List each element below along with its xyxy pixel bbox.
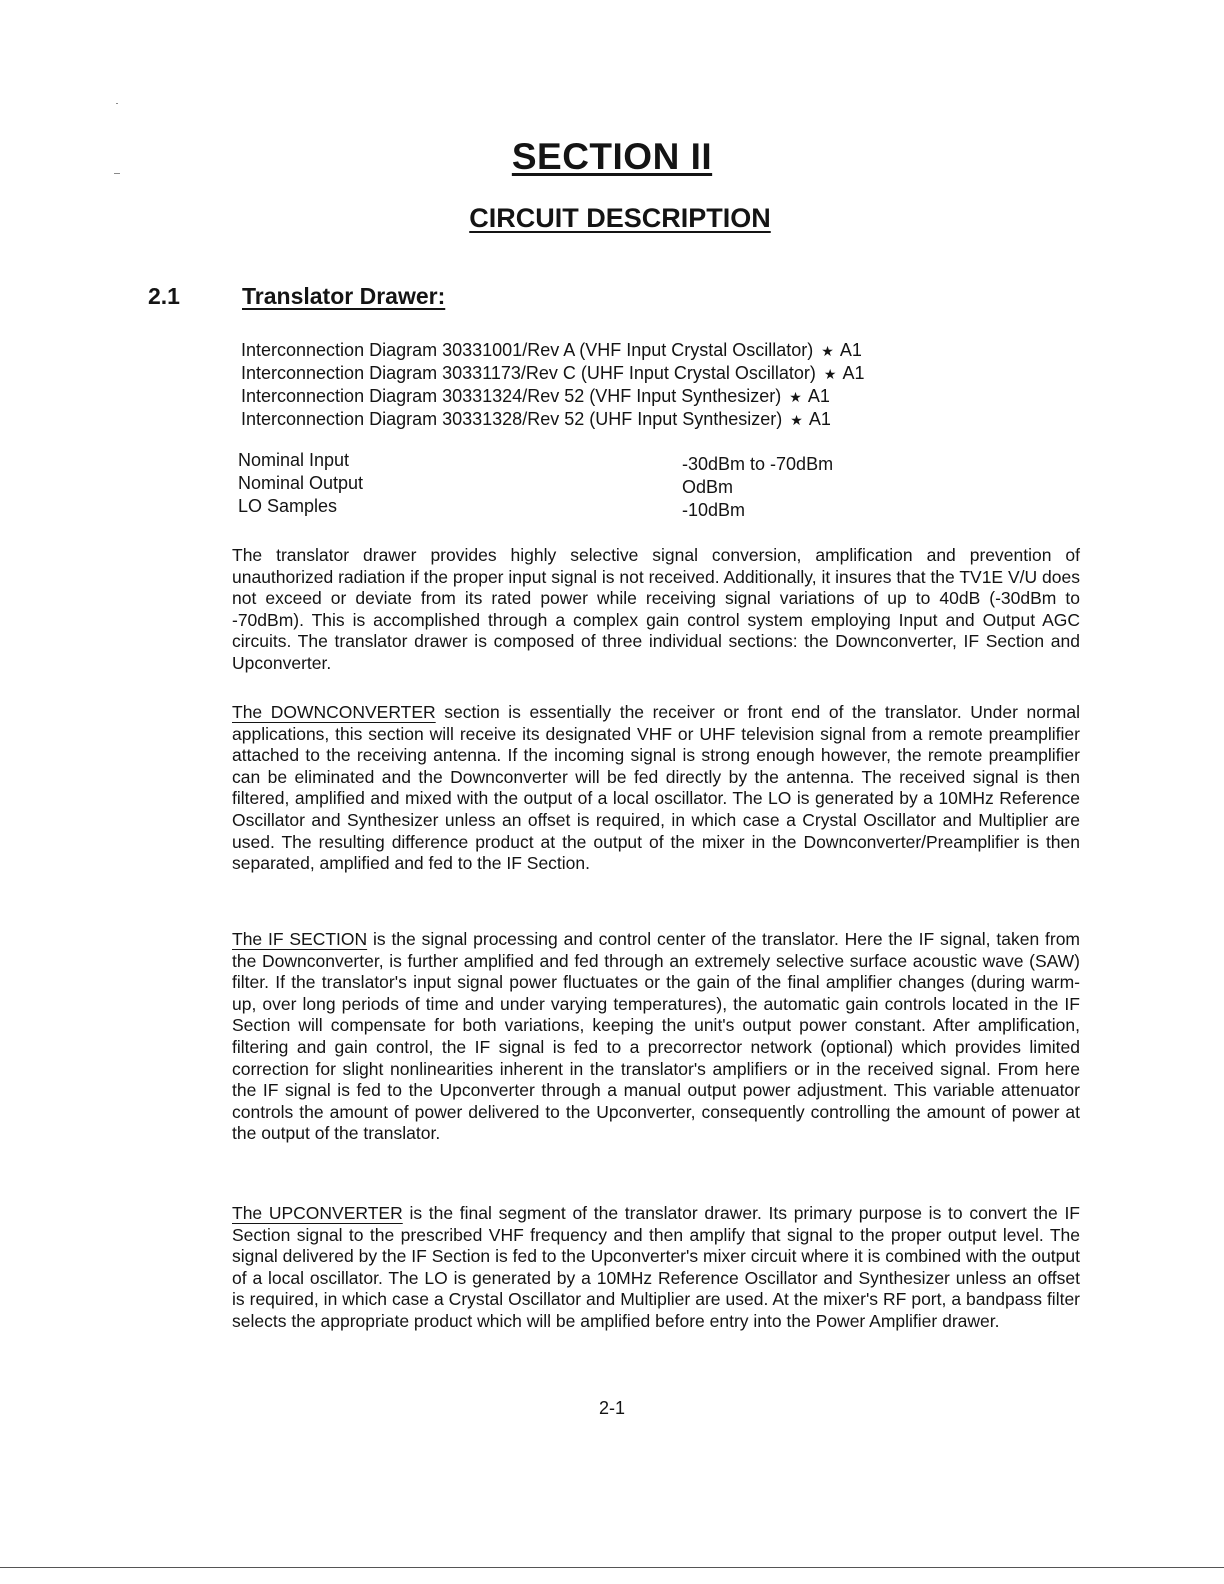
paragraph-body: section is essentially the receiver or front end of the translator. Under normal applications, this section will receive its designated VHF or UHF television signal from a remote preamplifier attached to the receiving antenna. If the incoming signal is strong enough however, the remote preamplifier can be eliminated and the Downconverter will be fed directly by the antenna. The received signal is then filtered, amplified and mixed with the output of a local oscillator. The LO is generated by a 10MHz Reference Oscillator and Synthesizer unless an offset is required, in which case a Crystal Oscillator and Multiplier are used. The resulting difference product at the output of the mixer in the Downconverter/Preamplifier is then separated, amplified and fed to the IF Section. xyxy=(232,702,1081,874)
spec-row xyxy=(238,473,938,496)
paragraph-lead: The DOWNCONVERTER xyxy=(232,702,436,722)
margin-mark-top xyxy=(116,103,118,104)
paragraph-intro: The translator drawer provides highly selective signal conversion, amplification and prevention of unauthorized radiation if the proper input signal is not received. Additionally, it insures that the TV1E V/U does not exceed or deviate from its rated power while receiving signal variations of up to 40dB (-30dBm to -70dBm). This is accomplished through a complex gain control system employing Input and Output AGC circuits. The translator drawer is composed of three individual sections: the Downconverter, IF Section and Upconverter. xyxy=(232,545,1080,673)
diagram-reference xyxy=(241,408,1001,431)
paragraph-body: is the final segment of the translator drawer. Its primary purpose is to convert the IF Section signal to the prescribed VHF frequency and then amplify that signal to the proper output level. The signal delivered by the IF Section is fed to the Upconverter's mixer circuit where it is combined with the output of a local oscillator. The LO is generated by a 10MHz Reference Oscillator and Synthesizer unless an offset is required, in which case a Crystal Oscillator and Multiplier are used. At the mixer's RF port, a bandpass filter selects the appropriate product which will be amplified before entry into the Power Amplifier drawer. xyxy=(232,1203,1080,1331)
section-subtitle xyxy=(0,203,1224,234)
star-icon: ★ xyxy=(821,343,834,359)
spec-value: -30dBm to -70dBm xyxy=(682,454,834,474)
diagram-reference-ref: A1 xyxy=(842,363,865,383)
spec-label: Nominal Output xyxy=(238,473,364,493)
diagram-reference xyxy=(241,339,1001,362)
paragraph-if-section xyxy=(232,929,1080,1145)
spec-label: Nominal Input xyxy=(238,450,350,470)
scan-edge-line xyxy=(0,1567,1224,1568)
diagram-reference-text: Interconnection Diagram 30331001/Rev A (VHF Input Crystal Oscillator) xyxy=(241,340,814,360)
subsection-heading xyxy=(148,283,445,310)
spec-row xyxy=(238,450,938,473)
diagram-list xyxy=(241,339,1001,431)
paragraph-lead: The IF SECTION xyxy=(232,929,368,949)
paragraph-upconverter xyxy=(232,1203,1080,1333)
star-icon: ★ xyxy=(790,412,803,428)
paragraph-downconverter xyxy=(232,702,1080,875)
diagram-reference-ref: A1 xyxy=(839,340,862,360)
paragraph-lead: The UPCONVERTER xyxy=(232,1203,403,1223)
spec-table xyxy=(238,450,938,519)
diagram-reference xyxy=(241,385,1001,408)
diagram-reference-text: Interconnection Diagram 30331324/Rev 52 (VHF Input Synthesizer) xyxy=(241,386,782,406)
diagram-reference-text: Interconnection Diagram 30331173/Rev C (UHF Input Crystal Oscillator) xyxy=(241,363,816,383)
spec-row xyxy=(238,496,938,519)
section-title xyxy=(0,136,1224,178)
diagram-reference-text: Interconnection Diagram 30331328/Rev 52 (UHF Input Synthesizer) xyxy=(241,409,783,429)
subsection-number: 2.1 xyxy=(148,283,180,309)
section-subtitle-text: CIRCUIT DESCRIPTION xyxy=(469,203,771,233)
diagram-reference-ref: A1 xyxy=(808,409,831,429)
spec-value: -10dBm xyxy=(682,500,746,520)
spec-label: LO Samples xyxy=(238,496,338,516)
spec-value: OdBm xyxy=(682,477,734,497)
star-icon: ★ xyxy=(789,389,802,405)
paragraph-body: is the signal processing and control center of the translator. Here the IF signal, taken from the Downconverter, is further amplified and fed through an extremely selective surface acoustic wave (SAW) filter. If the translator's input signal power fluctuates or the gain of the final amplifier changes (during warm-up, over long periods of time and under varying temperatures), the automatic gain controls located in the IF Section will compensate for both variations, keeping the unit's output power constant. After amplification, filtering and gain control, the IF signal is fed to a precorrector network (optional) which provides limited correction for slight nonlinearities inherent in the translator's amplifiers or in the received signal. From here the IF signal is fed to the Upconverter through a manual output power adjustment. This variable attenuator controls the amount of power delivered to the Upconverter, consequently controlling the amount of power at the output of the translator. xyxy=(232,929,1081,1144)
section-title-text: SECTION II xyxy=(511,136,713,177)
diagram-reference xyxy=(241,362,1001,385)
star-icon: ★ xyxy=(823,366,837,382)
diagram-reference-ref: A1 xyxy=(807,386,830,406)
subsection-label: Translator Drawer: xyxy=(242,283,446,309)
page-number: 2-1 xyxy=(598,1398,625,1418)
